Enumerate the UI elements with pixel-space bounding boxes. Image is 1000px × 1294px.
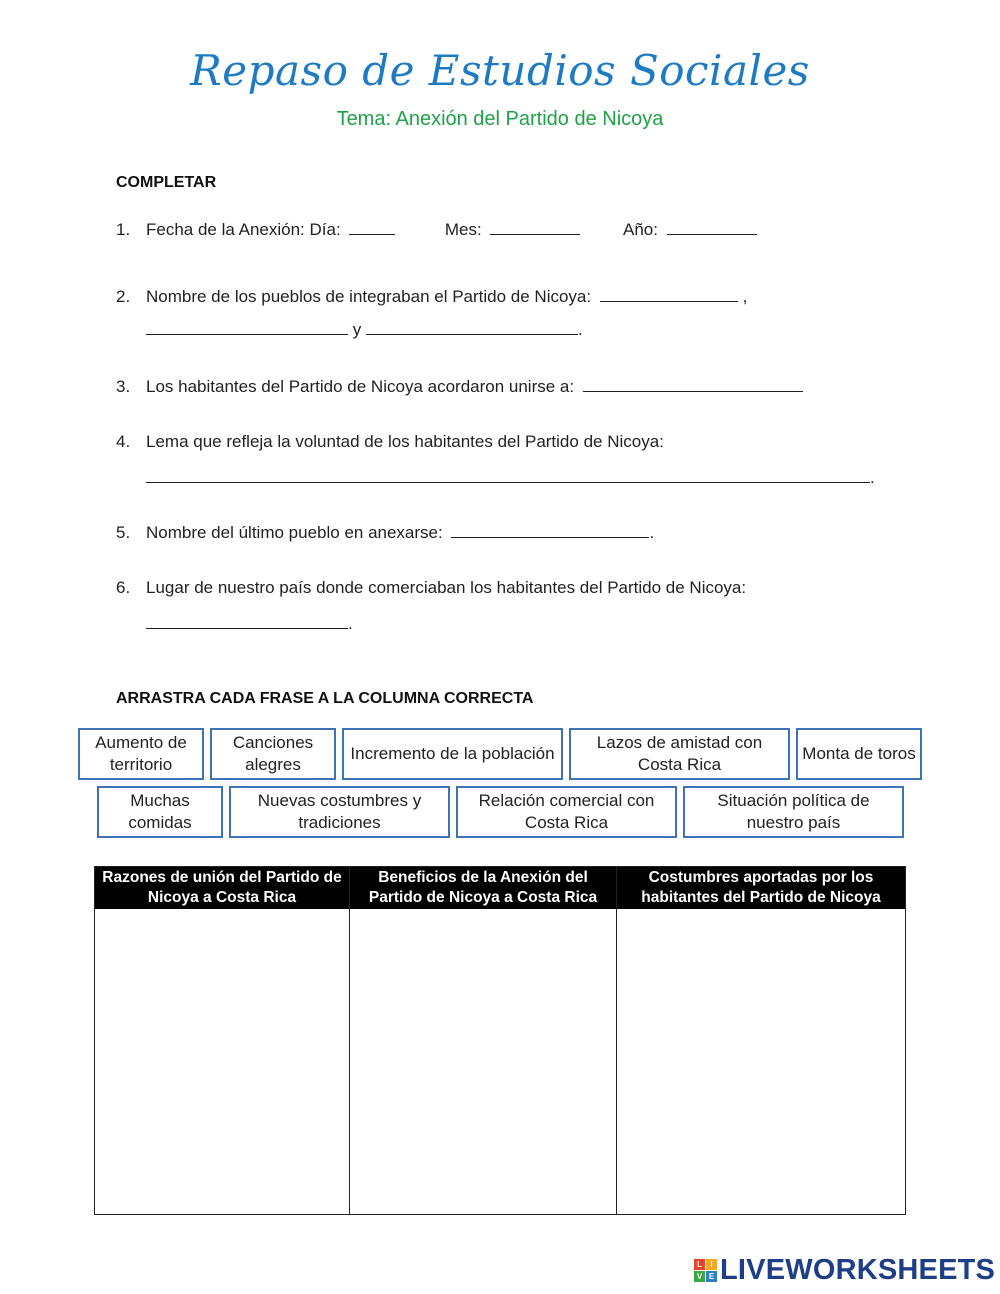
question-1 [116,218,757,240]
question-4 [116,432,664,452]
question-number: 1. [116,220,131,239]
question-5 [116,521,654,543]
page-subtitle: Tema: Anexión del Partido de Nicoya [336,108,664,130]
question-text: Fecha de la Anexión: Día: [146,220,341,239]
question-6-line-2 [146,612,353,634]
comma: , [742,287,748,306]
answer-blank-dia[interactable] [349,218,395,235]
answer-blank-mes[interactable] [490,218,580,235]
label-anio: Año: [623,220,658,239]
sorting-table [94,866,906,1215]
question-text: Lema que refleja la voluntad de los habitantes del Partido de Nicoya: [146,432,664,451]
drop-zone-razones[interactable] [95,909,349,1214]
section-heading-completar: COMPLETAR [116,174,217,191]
question-2 [116,285,747,307]
drag-chip-situacion-politica[interactable]: Situación política de nuestro país [683,786,904,838]
question-number: 6. [116,578,131,597]
answer-blank-pueblo-1[interactable] [600,285,738,302]
period: . [870,468,875,487]
question-text: Nombre del último pueblo en anexarse: [146,523,443,542]
logo-letter: I [706,1259,717,1270]
column-header-beneficios: Beneficios de la Anexión del Partido de Nicoya a Costa Rica [368,869,598,906]
logo-letter: V [694,1271,705,1282]
table-header [95,867,905,909]
question-3 [116,375,803,397]
drag-chip-canciones-alegres[interactable]: Canciones alegres [210,728,336,780]
label-mes: Mes: [444,220,482,239]
question-number: 3. [116,377,131,396]
answer-blank-anio[interactable] [667,218,757,235]
drop-zone-beneficios[interactable] [350,909,616,1214]
answer-blank-lugar[interactable] [146,612,348,629]
column-header-razones: Razones de unión del Partido de Nicoya a Costa Rica [102,869,342,906]
period: . [577,320,583,339]
period: . [649,523,655,542]
answer-blank-pueblo-2[interactable] [146,318,348,335]
drag-chip-muchas-comidas[interactable]: Muchas comidas [97,786,223,838]
drag-chip-incremento-poblacion[interactable]: Incremento de la población [342,728,563,780]
drag-chip-nuevas-costumbres[interactable]: Nuevas costumbres y tradiciones [229,786,450,838]
drag-chip-relacion-comercial[interactable]: Relación comercial con Costa Rica [456,786,677,838]
answer-blank-ultimo-pueblo[interactable] [451,521,649,538]
question-number: 4. [116,432,131,451]
liveworksheets-logo [694,1255,995,1285]
question-text: Los habitantes del Partido de Nicoya acordaron unirse a: [146,377,575,396]
column-header-costumbres: Costumbres aportadas por los habitantes del Partido de Nicoya [641,869,881,906]
logo-text: LIVEWORKSHEETS [720,1253,996,1286]
logo-letter: L [694,1259,705,1270]
logo-letter: E [706,1271,717,1282]
question-6 [116,578,746,598]
question-number: 5. [116,523,131,542]
page-title: Repaso de Estudios Sociales [190,46,810,95]
drag-chip-aumento-territorio[interactable]: Aumento de territorio [78,728,204,780]
answer-blank-pueblo-3[interactable] [366,318,578,335]
drag-chip-monta-toros[interactable]: Monta de toros [796,728,922,780]
drag-chip-lazos-amistad[interactable]: Lazos de amistad con Costa Rica [569,728,790,780]
period: . [348,614,353,633]
question-2-line-2 [146,318,583,340]
section-heading-arrastra: ARRASTRA CADA FRASE A LA COLUMNA CORRECTA [116,690,534,707]
liveworksheets-logo-icon [694,1259,717,1282]
conjunction-y: y [352,320,362,339]
question-number: 2. [116,287,131,306]
answer-blank-lema[interactable] [146,466,870,483]
answer-blank-unirse[interactable] [583,375,803,392]
question-text: Nombre de los pueblos de integraban el Partido de Nicoya: [146,287,592,306]
question-text: Lugar de nuestro país donde comerciaban los habitantes del Partido de Nicoya: [146,578,747,597]
drop-zone-costumbres[interactable] [617,909,905,1214]
question-4-line-2 [146,466,875,488]
